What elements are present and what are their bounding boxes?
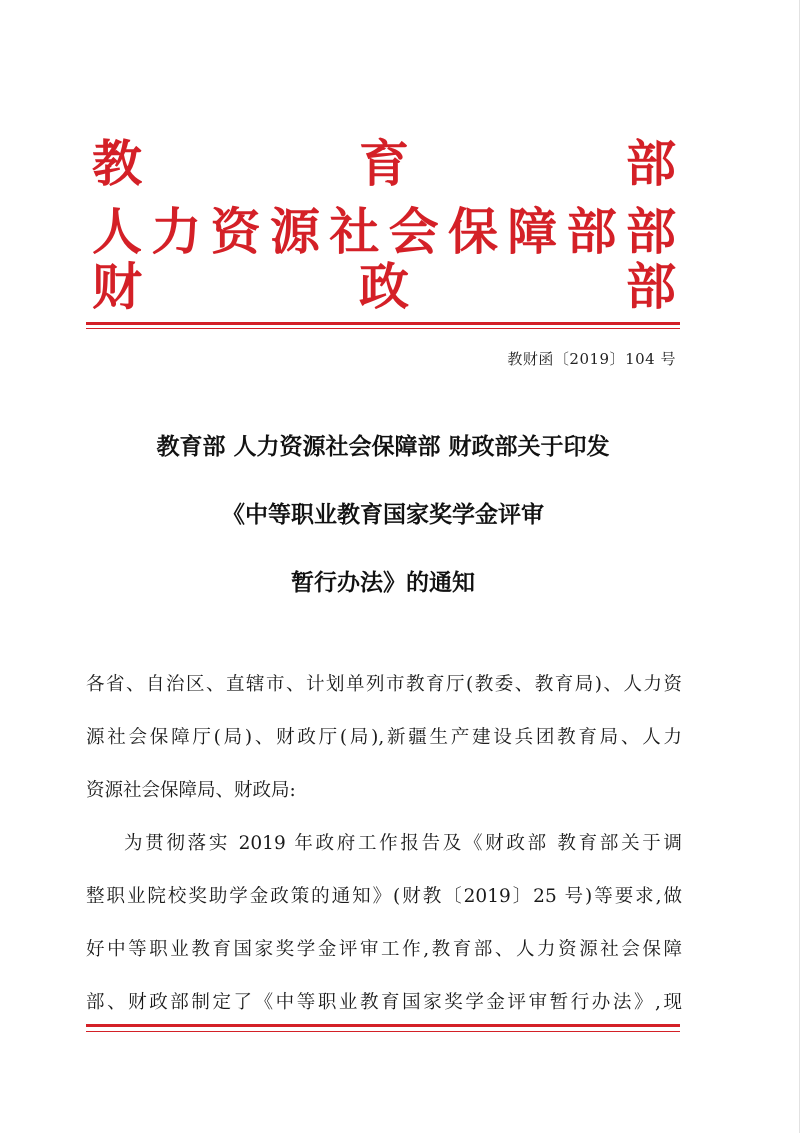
paragraph-line: 部、财政部制定了《中等职业教育国家奖学金评审暂行办法》,现: [86, 992, 682, 1013]
paragraph-line: 好中等职业教育国家奖学金评审工作,教育部、人力资源社会保障: [86, 939, 682, 960]
masthead-char: 政: [359, 258, 409, 316]
masthead-char: 社: [329, 203, 380, 261]
paragraph-line: 整职业院校奖助学金政策的通知》(财教〔2019〕25 号)等要求,做: [86, 886, 682, 907]
footer-rule-thin: [86, 1031, 680, 1032]
addressee-line: 资源社会保障局、财政局:: [86, 780, 296, 801]
masthead-char: 资: [210, 203, 261, 261]
masthead-char: 部: [626, 135, 676, 193]
masthead-row-ministry-of-human-resources: [88, 203, 680, 261]
document-title-line-3: 暂行办法》的通知: [291, 570, 475, 596]
masthead-row-ministry-of-finance: [88, 258, 680, 316]
masthead-char: 部: [625, 203, 676, 261]
footer-rule-thick: [86, 1024, 680, 1027]
masthead-char: 育: [359, 135, 409, 193]
masthead-char: 部: [566, 203, 617, 261]
masthead-row-ministry-of-education: [88, 135, 680, 193]
masthead-char: 部: [626, 258, 676, 316]
masthead-char: 源: [269, 203, 320, 261]
masthead-rule-thin: [86, 328, 680, 329]
addressee-line: 源社会保障厅(局)、财政厅(局),新疆生产建设兵团教育局、人力: [86, 727, 682, 748]
masthead-char: 力: [151, 203, 202, 261]
document-number: 教财函〔2019〕104 号: [507, 350, 676, 368]
masthead-rule-thick: [86, 322, 680, 325]
addressee-line: 各省、自治区、直辖市、计划单列市教育厅(教委、教育局)、人力资: [86, 674, 682, 695]
paragraph-line: 为贯彻落实 2019 年政府工作报告及《财政部 教育部关于调: [124, 833, 682, 854]
document-title-line-1: 教育部 人力资源社会保障部 财政部关于印发: [156, 434, 610, 460]
document-title-line-2: 《中等职业教育国家奖学金评审: [222, 502, 544, 528]
masthead-char: 财: [92, 258, 142, 316]
masthead-char: 人: [92, 203, 142, 261]
masthead-char: 保: [447, 203, 498, 261]
masthead-char: 障: [507, 203, 558, 261]
masthead-char: 会: [388, 203, 439, 261]
masthead-char: 教: [92, 135, 142, 193]
